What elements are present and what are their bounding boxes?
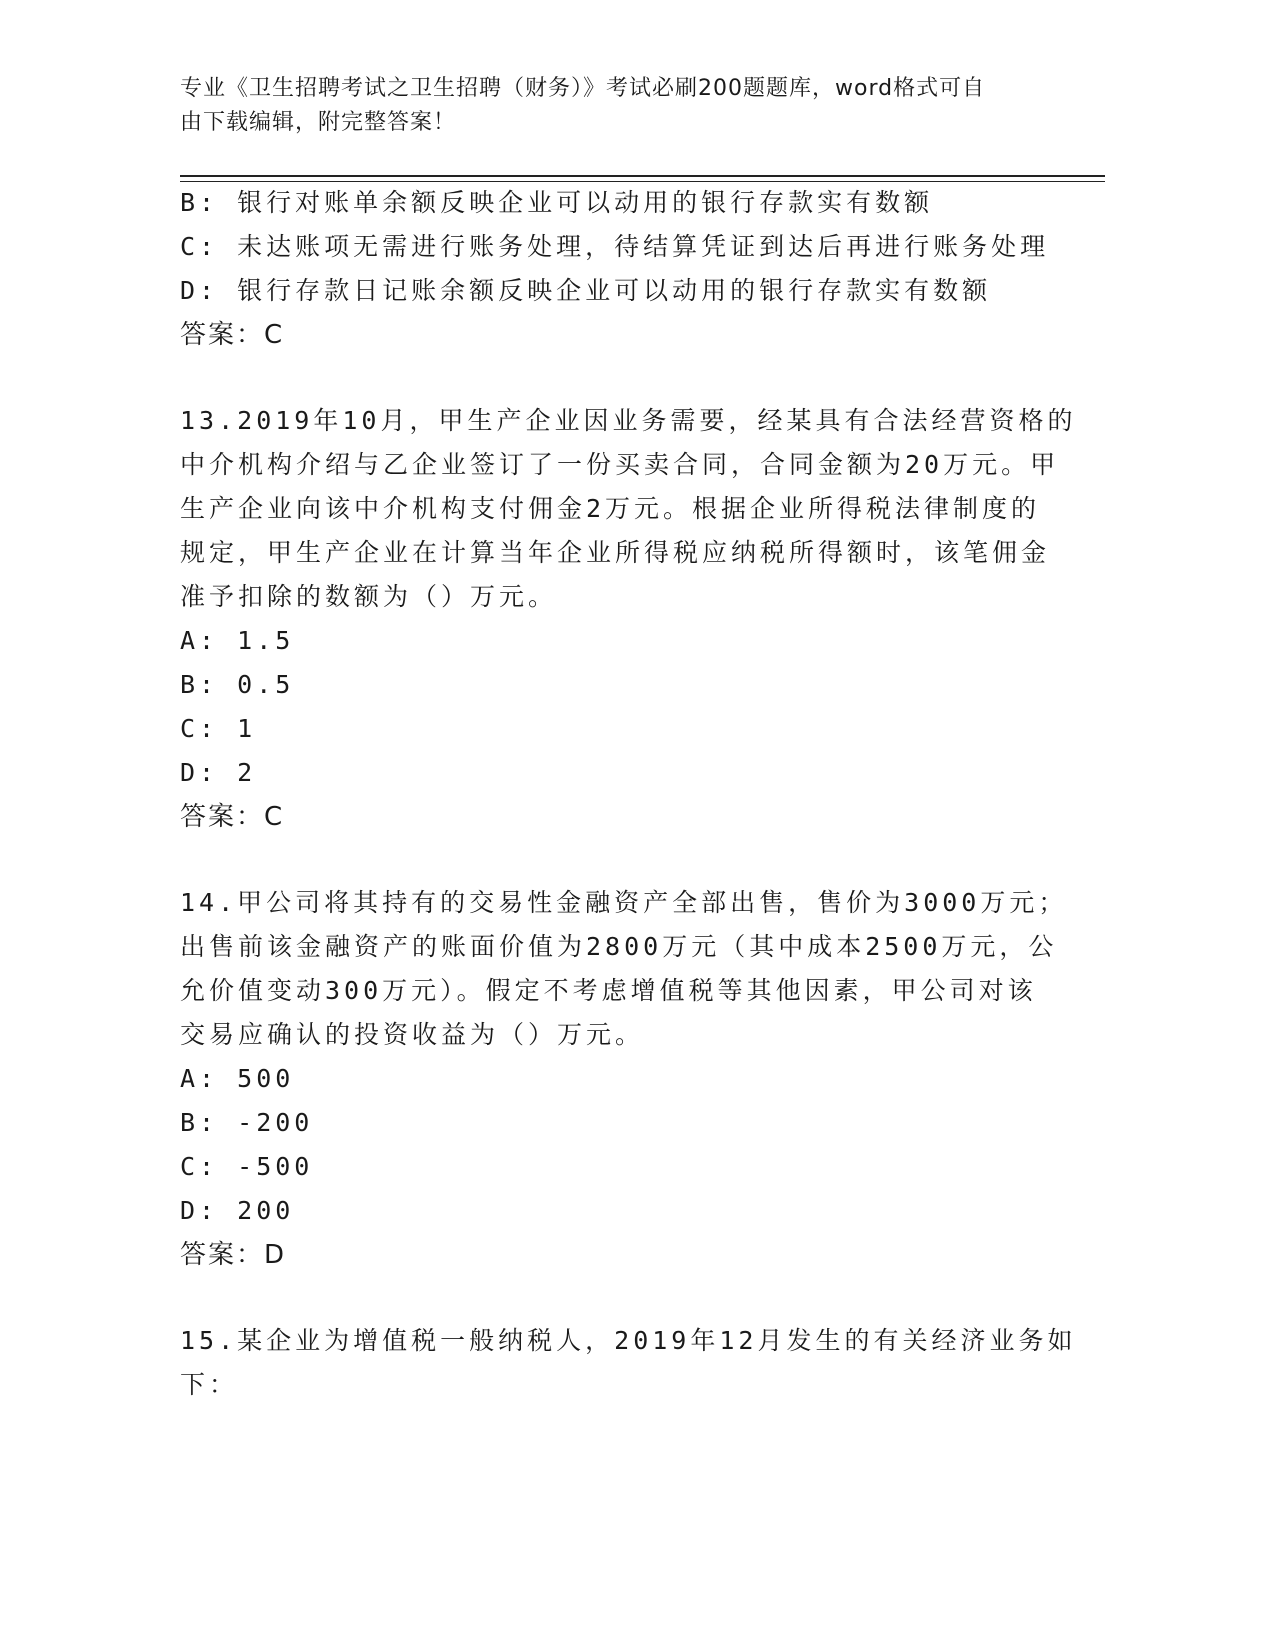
option-c: C: 1 xyxy=(180,714,257,743)
document-header xyxy=(180,72,1060,140)
option-a: A: 500 xyxy=(180,1064,295,1093)
answer: 答案：D xyxy=(180,1240,287,1270)
answer: 答案：C xyxy=(180,802,285,832)
option-d: D: 200 xyxy=(180,1196,295,1225)
header-line-2: 由下载编辑，附完整答案！ xyxy=(180,110,457,135)
question-text-line: 出售前该金融资产的账面价值为2800万元（其中成本2500万元，公 xyxy=(180,932,1058,961)
question-13 xyxy=(180,399,1077,839)
answer: 答案：C xyxy=(180,320,285,350)
question-text-line: 规定，甲生产企业在计算当年企业所得税应纳税所得额时，该笔佣金 xyxy=(180,538,1051,567)
question-12-tail xyxy=(180,181,1060,357)
question-text-line: 13.2019年10月，甲生产企业因业务需要，经某具有合法经营资格的 xyxy=(180,406,1077,435)
question-text-line: 生产企业向该中介机构支付佣金2万元。根据企业所得税法律制度的 xyxy=(180,494,1041,523)
question-text-line: 允价值变动300万元）。假定不考虑增值税等其他因素，甲公司对该 xyxy=(180,976,1037,1005)
option-c: C: 未达账项无需进行账务处理，待结算凭证到达后再进行账务处理 xyxy=(180,232,1050,261)
option-b: B: -200 xyxy=(180,1108,314,1137)
option-a: A: 1.5 xyxy=(180,626,295,655)
question-14 xyxy=(180,881,1068,1277)
option-b: B: 银行对账单余额反映企业可以动用的银行存款实有数额 xyxy=(180,188,934,217)
question-text-line: 交易应确认的投资收益为（）万元。 xyxy=(180,1020,645,1049)
question-text-line: 15.某企业为增值税一般纳税人，2019年12月发生的有关经济业务如 xyxy=(180,1326,1077,1355)
question-15 xyxy=(180,1319,1077,1407)
question-text-line: 14.甲公司将其持有的交易性金融资产全部出售，售价为3000万元； xyxy=(180,888,1068,917)
option-b: B: 0.5 xyxy=(180,670,295,699)
question-text-line: 中介机构介绍与乙企业签订了一份买卖合同，合同金额为20万元。甲 xyxy=(180,450,1060,479)
option-d: D: 2 xyxy=(180,758,257,787)
document-body xyxy=(180,181,1077,1407)
header-divider xyxy=(180,175,1105,177)
option-c: C: -500 xyxy=(180,1152,314,1181)
question-text-line: 下： xyxy=(180,1370,239,1399)
option-d: D: 银行存款日记账余额反映企业可以动用的银行存款实有数额 xyxy=(180,276,992,305)
question-text-line: 准予扣除的数额为（）万元。 xyxy=(180,582,558,611)
header-line-1: 专业《卫生招聘考试之卫生招聘（财务）》考试必刷200题题库，word格式可自 xyxy=(180,76,986,101)
